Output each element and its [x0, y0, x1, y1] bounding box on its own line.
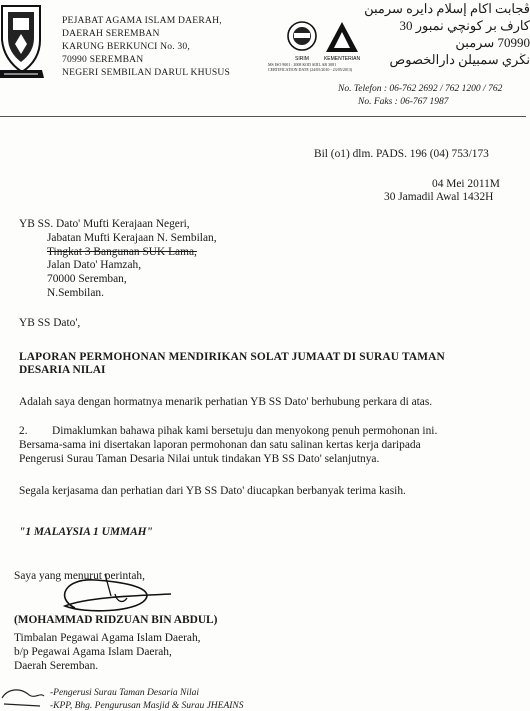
salutation: YB SS Dato', — [19, 317, 81, 329]
signatory-name: (MOHAMMAD RIDZUAN BIN ABDUL) — [14, 614, 218, 626]
paragraph-1: Adalah saya dengan hormatnya menarik perhatian YB SS Dato' berhubung perkara di atas. — [19, 396, 433, 408]
recipient-line-struck: Tingkat 3 Bangunan SUK Lama, — [47, 246, 197, 258]
paragraph-2-line: Dimaklumkan bahawa pihak kami bersetuju dan menyokong penuh permohonan ini. — [52, 425, 438, 437]
stamp-mark — [0, 684, 45, 711]
recipient-line: 70000 Seremban, — [47, 273, 127, 285]
subject-line: DESARIA NILAI — [19, 364, 106, 376]
svg-text:SIRIM: SIRIM — [295, 56, 309, 62]
recipient-line: N.Sembilan. — [47, 287, 104, 299]
paragraph-2-number: 2. — [19, 425, 28, 437]
signatory-title-line: Timbalan Pegawai Agama Islam Daerah, — [14, 632, 201, 644]
recipient-line: YB SS. Dato' Mufti Kerajaan Negeri, — [19, 218, 190, 230]
signatory-title-line: b/p Pegawai Agama Islam Daerah, — [14, 646, 172, 658]
subject-line: LAPORAN PERMOHONAN MENDIRIKAN SOLAT JUMAAT DI SURAU TAMAN — [19, 351, 445, 363]
letterhead-line: DAERAH SEREMBAN — [62, 28, 160, 39]
reference-number: Bil (o1) dlm. PADS. 196 (04) 753/173 — [314, 148, 489, 160]
date-hijri: 30 Jamadil Awal 1432H — [384, 191, 494, 203]
letterhead-line: PEJABAT AGAMA ISLAM DAERAH, — [62, 15, 222, 26]
phone-number: No. Telefon : 06-762 2692 / 762 1200 / 762 — [338, 84, 503, 94]
letterhead-contact — [338, 83, 502, 109]
letterhead-line: NEGERI SEMBILAN DARUL KHUSUS — [62, 67, 231, 78]
closing-phrase: Saya yang menurut perintah, — [14, 570, 145, 582]
recipient-line: Jalan Dato' Hamzah, — [47, 259, 142, 271]
paragraph-3: Segala kerjasama dan perhatian dari YB SS Dato' diucapkan berbanyak terima kasih. — [19, 485, 406, 497]
fax-number: No. Faks : 06-767 1987 — [358, 97, 449, 107]
header-divider — [0, 116, 526, 117]
paragraph-2-line: Bersama-sama ini disertakan laporan permohonan dan satu salinan kertas kerja daripada — [19, 439, 421, 451]
accreditation-logo — [322, 18, 362, 64]
paragraph-2-line: Pengerusi Surau Taman Desaria Nilai untuk tindakan YB SS Dato' selanjutnya. — [19, 453, 380, 465]
state-crest-logo — [0, 0, 48, 82]
sirim-quality-logo — [282, 18, 322, 64]
letterhead-jawi: ڤجابت اكام إسلام دايره سرمبن كارف بر كونچي نمبور 30 70990 سرمبن نڬري سمبيلن دارالخصوص — [364, 1, 530, 67]
cc-item: -Pengerusi Surau Taman Desaria Nilai — [50, 688, 200, 698]
signatory-title-line: Daerah Seremban. — [14, 660, 99, 672]
certification-caption: MS ISO 9001 : 2008 KOD SIJIL AR 3081 CERTIFICATION DATE (24/05/2010 - 23/05/2013) — [268, 62, 353, 72]
letterhead-line: 70990 SEREMBAN — [62, 54, 144, 65]
svg-text:KEMENTERIAN: KEMENTERIAN — [323, 56, 361, 62]
date-gregorian: 04 Mei 2011M — [432, 178, 500, 190]
recipient-line: Jabatan Mufti Kerajaan N. Sembilan, — [47, 232, 217, 244]
slogan: "1 MALAYSIA 1 UMMAH" — [19, 526, 153, 538]
letterhead-address — [62, 14, 230, 79]
letterhead-line: KARUNG BERKUNCI No. 30, — [62, 41, 190, 52]
cc-item: -KPP, Bhg. Pengurusan Masjid & Surau JHEAINS — [50, 701, 244, 711]
